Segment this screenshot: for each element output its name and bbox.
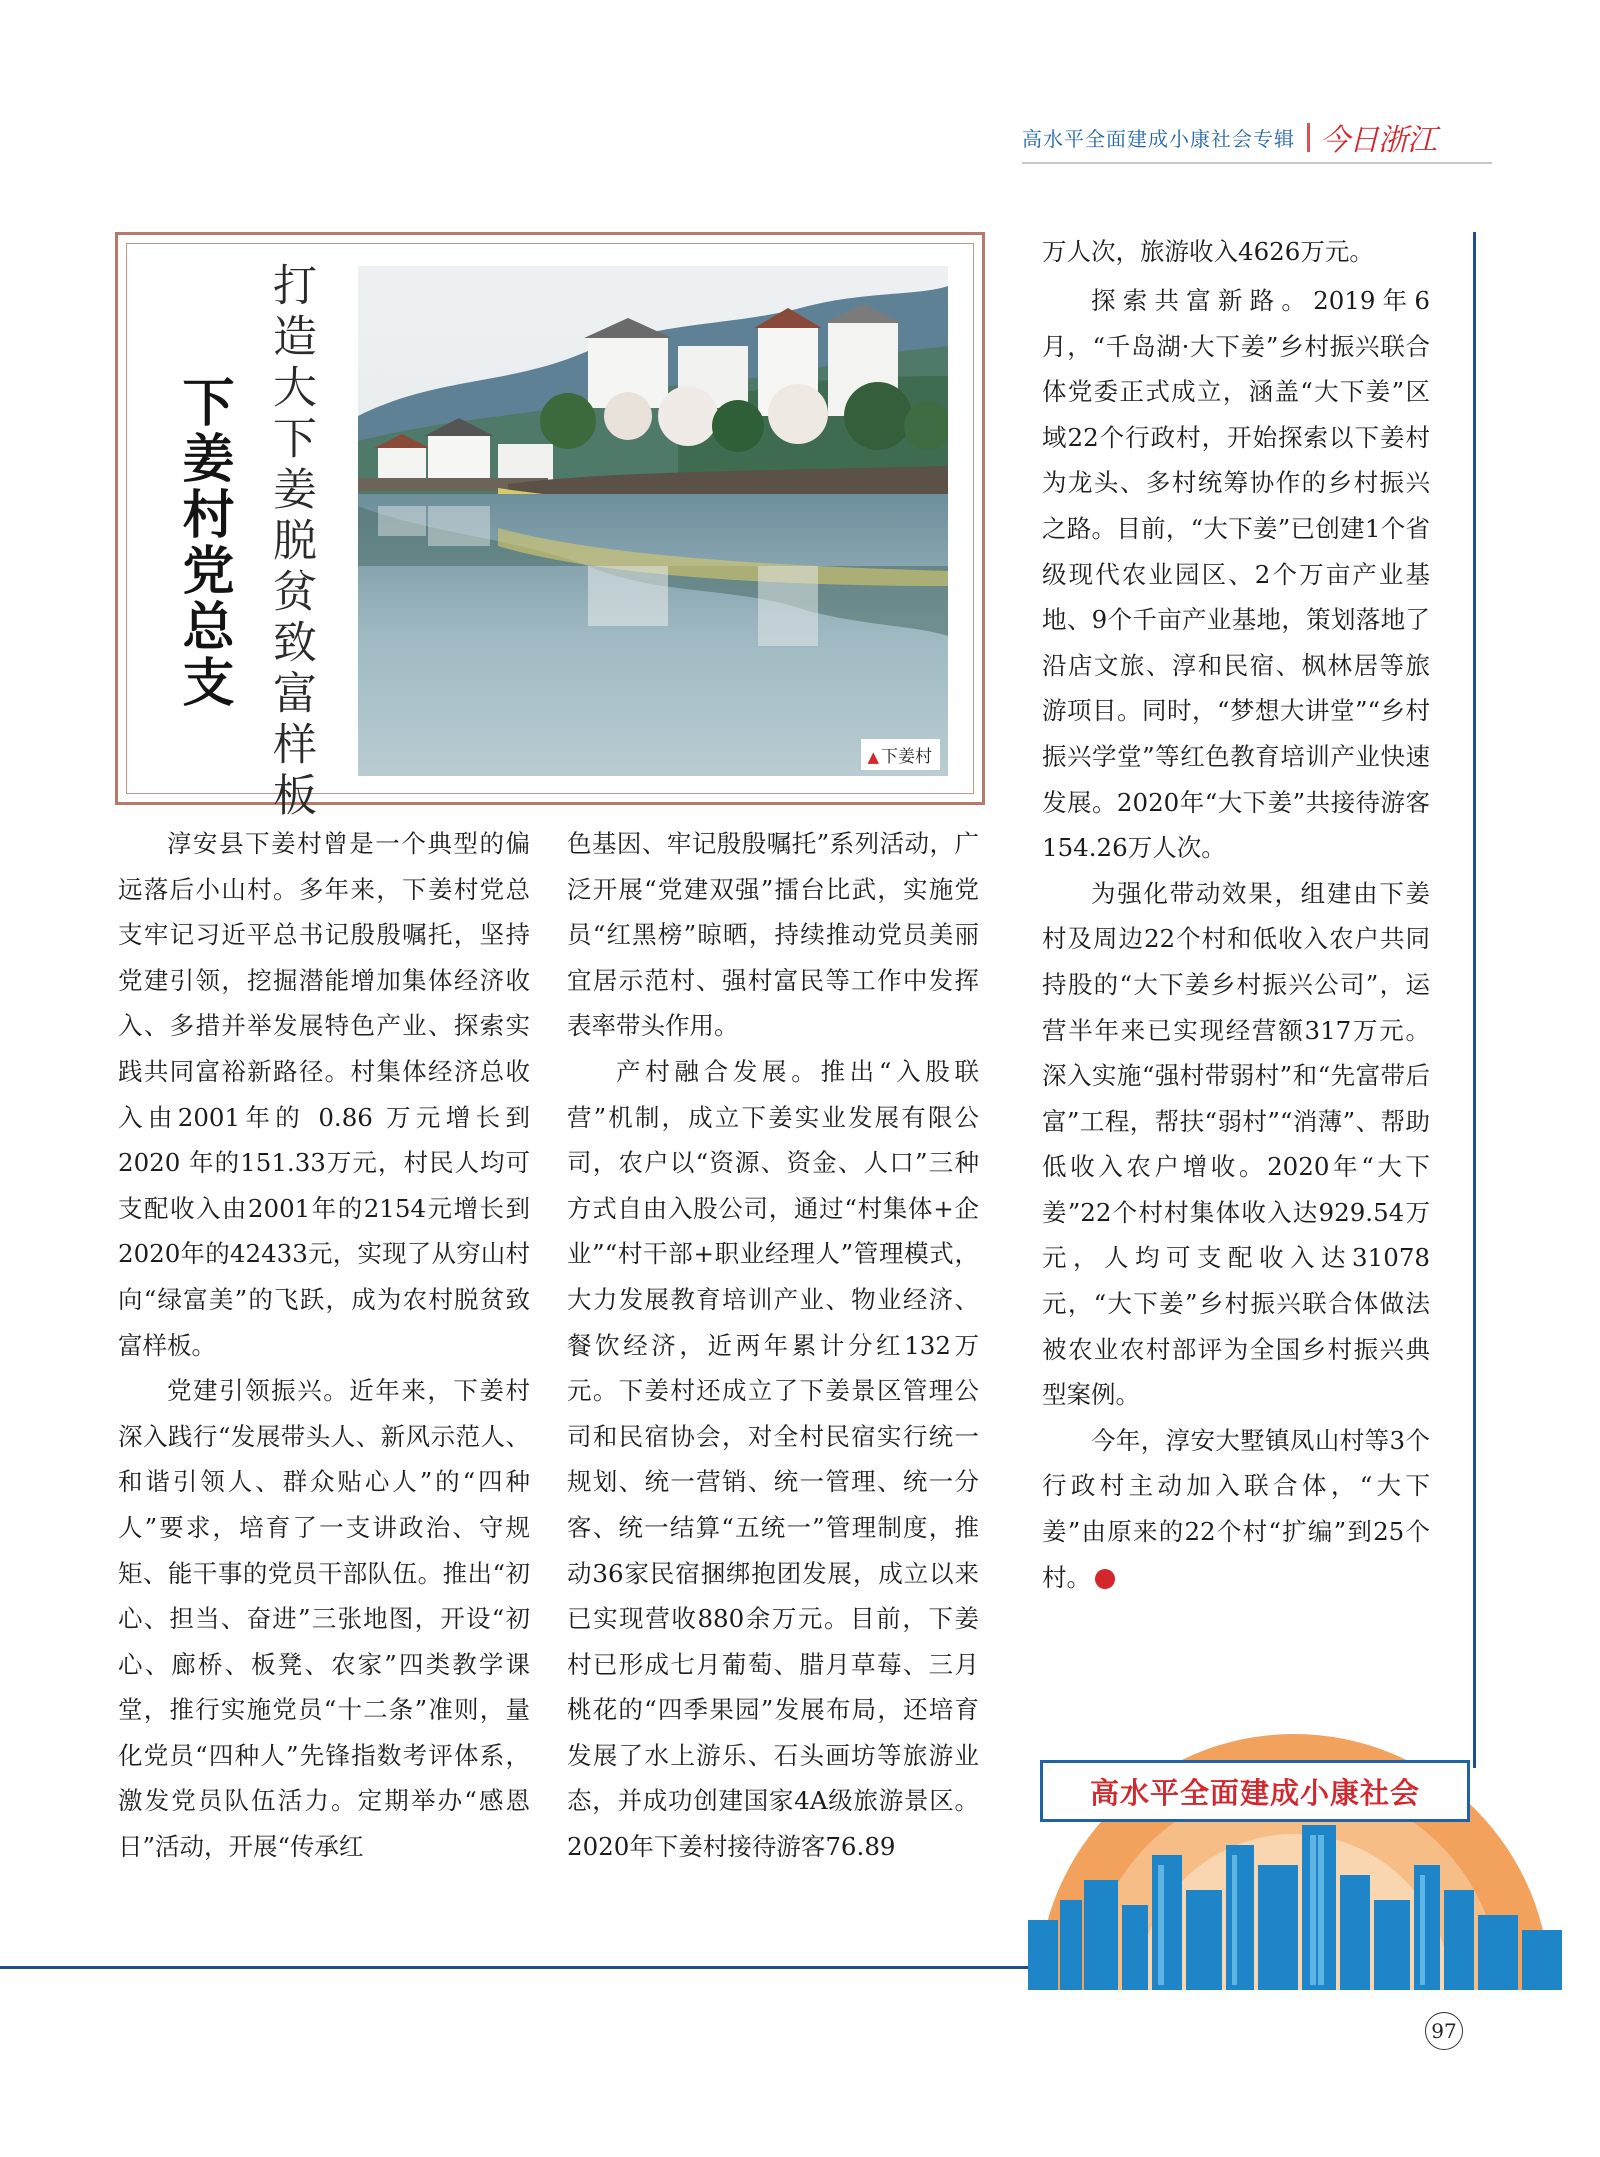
- page-header: [1022, 120, 1436, 158]
- paragraph: [1042, 1418, 1430, 1600]
- village-landscape-image: [358, 266, 948, 776]
- section-title: 高水平全面建成小康社会专辑: [1022, 123, 1310, 152]
- paragraph: 色基因、牢记殷殷嘱托”系列活动，广泛开展“党建双强”擂台比武，实施党员“红黑榜”晾晒，持续推动党员美丽宜居示范村、强村富民等工作中发挥表率带头作用。: [567, 829, 979, 1041]
- feature-subtitle: 打造大下姜脱贫致富样板: [265, 262, 316, 823]
- vertical-rule: [1473, 232, 1476, 1768]
- article-end-icon: [1095, 1569, 1115, 1589]
- paragraph-text: 今年，淳安大墅镇凤山村等3个行政村主动加入联合体，“大下姜”由原来的22个村“扩编”到25个村。: [1042, 1425, 1430, 1592]
- magazine-logo: 今日浙江: [1320, 123, 1436, 158]
- paragraph: 党建引领振兴。近年来，下姜村深入践行“发展带头人、新风示范人、和谐引领人、群众贴心人”的“四种人”要求，培育了一支讲政治、守规矩、能干事的党员干部队伍。推出“初心、担当、奋进”三张地图，开设“初心、廊桥、板凳、农家”四类教学课堂，推行实施党员“十二条”准则，量化党员“四种人”先锋指数考评体系，激发党员队伍活力。定期举办“感恩日”活动，开展“传承红: [118, 1376, 530, 1862]
- paragraph: 为强化带动效果，组建由下姜村及周边22个村和低收入农户共同持股的“大下姜乡村振兴公司”，运营半年来已实现经营额317万元。深入实施“强村带弱村”和“先富带后富”工程，帮扶“弱村”“消薄”、帮助低收入农户增收。2020年“大下姜”22个村村集体收入达929.54万元，人均可支配收入达31078元，“大下姜”乡村振兴联合体做法被农业农村部评为全国乡村振兴典型案例。: [1042, 878, 1430, 1410]
- feature-title: 下姜村党总支: [173, 375, 233, 711]
- bottom-rule: [0, 1966, 1040, 1969]
- col3-continuation: 万人次，旅游收入4626万元。: [1042, 237, 1374, 266]
- village-photo: [358, 266, 948, 776]
- photo-caption: [861, 739, 940, 770]
- city-skyline-illustration: [1018, 1705, 1570, 1990]
- caption-triangle-icon: ▲: [867, 748, 879, 766]
- paragraph: 淳安县下姜村曾是一个典型的偏远落后小山村。多年来，下姜村党总支牢记习近平总书记殷殷嘱托，坚持党建引领，挖掘潜能增加集体经济收入、多措并举发展特色产业、探索实践共同富裕新路径。村集体经济总收入由2001年的 0.86 万元增长到 2020 年的151.33万元，村民人均可支配收入由2001年的2154元增长到2020年的42433元，实现了从穷山村向“绿富美”的飞跃，成为农村脱贫致富样板。: [118, 829, 530, 1360]
- column-1: [118, 821, 530, 1870]
- caption-text: 下姜村: [881, 747, 932, 767]
- skyline-banner: [1018, 1705, 1570, 1990]
- paragraph: 探索共富新路。2019年6月，“千岛湖·大下姜”乡村振兴联合体党委正式成立，涵盖“大下姜”区域22个行政村，开始探索以下姜村为龙头、多村统筹协作的乡村振兴之路。目前，“大下姜”已创建1个省级现代农业园区、2个万亩产业基地、9个千亩产业基地，策划落地了沿店文旅、淳和民宿、枫林居等旅游项目。同时，“梦想大讲堂”“乡村振兴学堂”等红色教育培训产业快速发展。2020年“大下姜”共接待游客154.26万人次。: [1042, 286, 1430, 863]
- page-number: 97: [1425, 2012, 1463, 2050]
- header-divider: [1022, 162, 1492, 164]
- paragraph: 产村融合发展。推出“入股联营”机制，成立下姜实业发展有限公司，农户以“资源、资金、人口”三种方式自由入股公司，通过“村集体+企业”“村干部+职业经理人”管理模式，大力发展教育培训产业、物业经济、餐饮经济，近两年累计分红132万元。下姜村还成立了下姜景区管理公司和民宿协会，对全村民宿实行统一规划、统一营销、统一管理、统一分客、统一结算“五统一”管理制度，推动36家民宿捆绑抱团发展，成立以来已实现营收880余万元。目前，下姜村已形成七月葡萄、腊月草莓、三月桃花的“四季果园”发展布局，还培育发展了水上游乐、石头画坊等旅游业态，并成功创建国家4A级旅游景区。2020年下姜村接待游客76.89: [567, 1056, 979, 1862]
- column-3: [1042, 278, 1430, 1600]
- column-2: [567, 821, 979, 1870]
- banner-title: 高水平全面建成小康社会: [1040, 1760, 1470, 1822]
